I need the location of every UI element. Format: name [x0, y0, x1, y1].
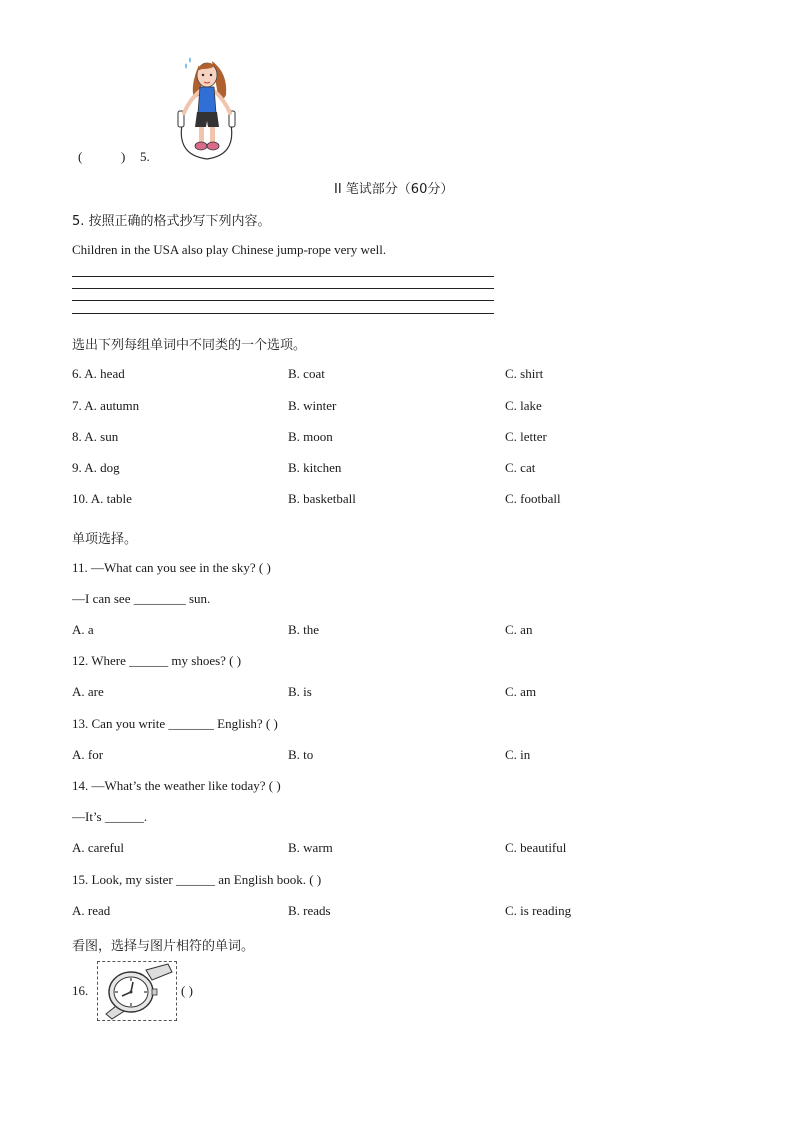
- picture-instruction: 看图，选择与图片相符的单词。: [72, 939, 255, 954]
- option-c: C. football: [505, 491, 561, 506]
- q12-option-b: B. is: [288, 684, 312, 699]
- q15-stem: 15. Look, my sister ______ an English book. ( ): [72, 872, 322, 887]
- option-a: 9. A. dog: [72, 460, 120, 475]
- q11-option-c: C. an: [505, 622, 533, 637]
- option-b: B. coat: [288, 366, 325, 381]
- writing-line-3: [72, 300, 494, 301]
- q11-option-a: A. a: [72, 622, 94, 637]
- odd-one-out-instruction: 选出下列每组单词中不同类的一个选项。: [72, 338, 307, 353]
- option-a: 7. A. autumn: [72, 398, 140, 413]
- option-a: 8. A. sun: [72, 429, 119, 444]
- q13-option-a: A. for: [72, 747, 104, 762]
- girl-jump-rope-illustration: [172, 55, 242, 165]
- q11-line2: —I can see ________ sun.: [72, 591, 211, 606]
- q11-stem: 11. —What can you see in the sky? ( ): [72, 560, 271, 575]
- writing-line-1: [72, 276, 494, 277]
- q12-option-c: C. am: [505, 684, 537, 699]
- q5-number: 5.: [140, 149, 150, 164]
- q11-option-b: B. the: [288, 622, 320, 637]
- q13-stem: 13. Can you write _______ English? ( ): [72, 716, 278, 731]
- option-c: C. cat: [505, 460, 536, 475]
- q14-option-a: A. careful: [72, 840, 124, 855]
- q16-answer-paren: ( ): [181, 983, 193, 998]
- option-a: 6. A. head: [72, 366, 125, 381]
- writing-line-4: [72, 313, 494, 314]
- q14-line2: —It’s ______.: [72, 809, 148, 824]
- option-b: B. basketball: [288, 491, 356, 506]
- copy-sentence: Children in the USA also play Chinese jump-rope very well.: [72, 242, 387, 257]
- q13-option-c: C. in: [505, 747, 531, 762]
- q5-paren-open: (: [78, 149, 83, 164]
- q14-stem: 14. —What’s the weather like today? ( ): [72, 778, 281, 793]
- watch-icon: [98, 962, 176, 1020]
- q15-option-b: B. reads: [288, 903, 331, 918]
- q12-stem: 12. Where ______ my shoes? ( ): [72, 653, 242, 668]
- q5-paren-close: ): [121, 149, 126, 164]
- option-a: 10. A. table: [72, 491, 132, 506]
- option-b: B. winter: [288, 398, 337, 413]
- option-c: C. letter: [505, 429, 547, 444]
- q12-option-a: A. are: [72, 684, 104, 699]
- q15-option-c: C. is reading: [505, 903, 572, 918]
- q13-option-b: B. to: [288, 747, 314, 762]
- writing-line-2: [72, 288, 494, 289]
- q16-number: 16.: [72, 983, 89, 998]
- option-c: C. shirt: [505, 366, 544, 381]
- option-c: C. lake: [505, 398, 542, 413]
- section-title: II 笔试部分（60分）: [334, 182, 454, 197]
- q14-option-c: C. beautiful: [505, 840, 567, 855]
- single-choice-instruction: 单项选择。: [72, 532, 138, 547]
- q15-option-a: A. read: [72, 903, 111, 918]
- option-b: B. moon: [288, 429, 333, 444]
- option-b: B. kitchen: [288, 460, 342, 475]
- copy-instruction: 5. 按照正确的格式抄写下列内容。: [72, 214, 271, 229]
- q14-option-b: B. warm: [288, 840, 333, 855]
- watch-picture-frame: [97, 961, 177, 1021]
